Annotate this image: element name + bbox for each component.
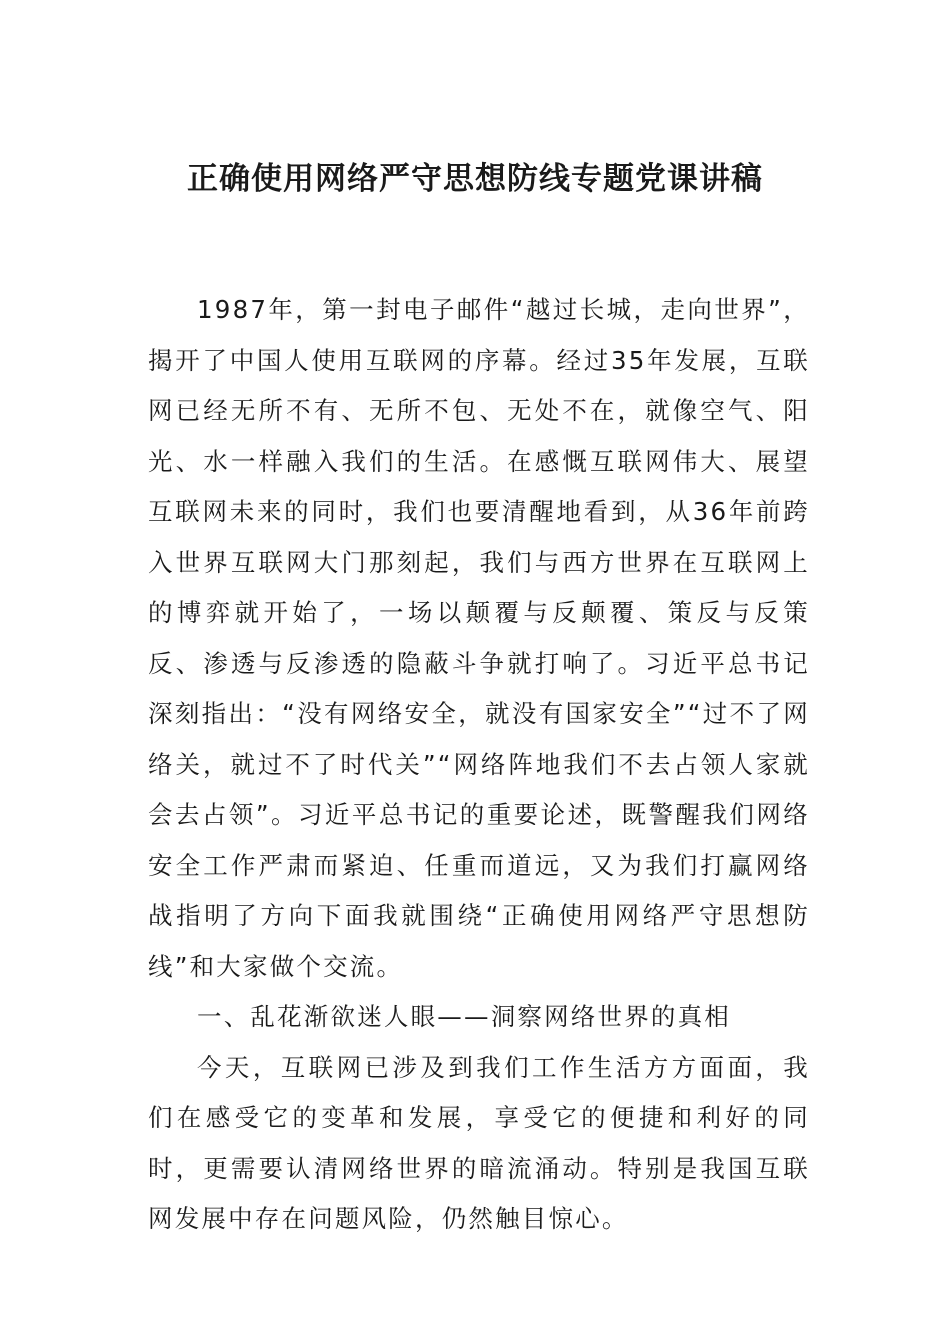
document-body (148, 285, 810, 1245)
section-heading-1: 一、乱花渐欲迷人眼——洞察网络世界的真相 (197, 1002, 731, 1031)
document-title: 正确使用网络严守思想防线专题党课讲稿 (187, 161, 763, 197)
paragraph-section-1: 今天，互联网已涉及到我们工作生活方方面面，我们在感受它的变革和发展，享受它的便捷和利好的同时，更需要认清网络世界的暗流涌动。特别是我国互联网发展中存在问题风险，仍然触目惊心。 (148, 1052, 810, 1233)
paragraph-intro: 1987年，第一封电子邮件“越过长城，走向世界”，揭开了中国人使用互联网的序幕。经过35年发展，互联网已经无所不有、无所不包、无处不在，就像空气、阳光、水一样融入我们的生活。在感慨互联网伟大、展望互联网未来的同时，我们也要清醒地看到，从36年前跨入世界互联网大门那刻起，我们与西方世界在互联网上的博弈就开始了，一场以颠覆与反颠覆、策反与反策反、渗透与反渗透的隐蔽斗争就打响了。习近平总书记深刻指出：“没有网络安全，就没有国家安全”“过不了网络关，就过不了时代关”“网络阵地我们不去占领人家就会去占领”。习近平总书记的重要论述，既警醒我们网络安全工作严肃而紧迫、任重而道远，又为我们打赢网络战指明了方向下面我就围绕“正确使用网络严守思想防线”和大家做个交流。 (148, 295, 810, 981)
